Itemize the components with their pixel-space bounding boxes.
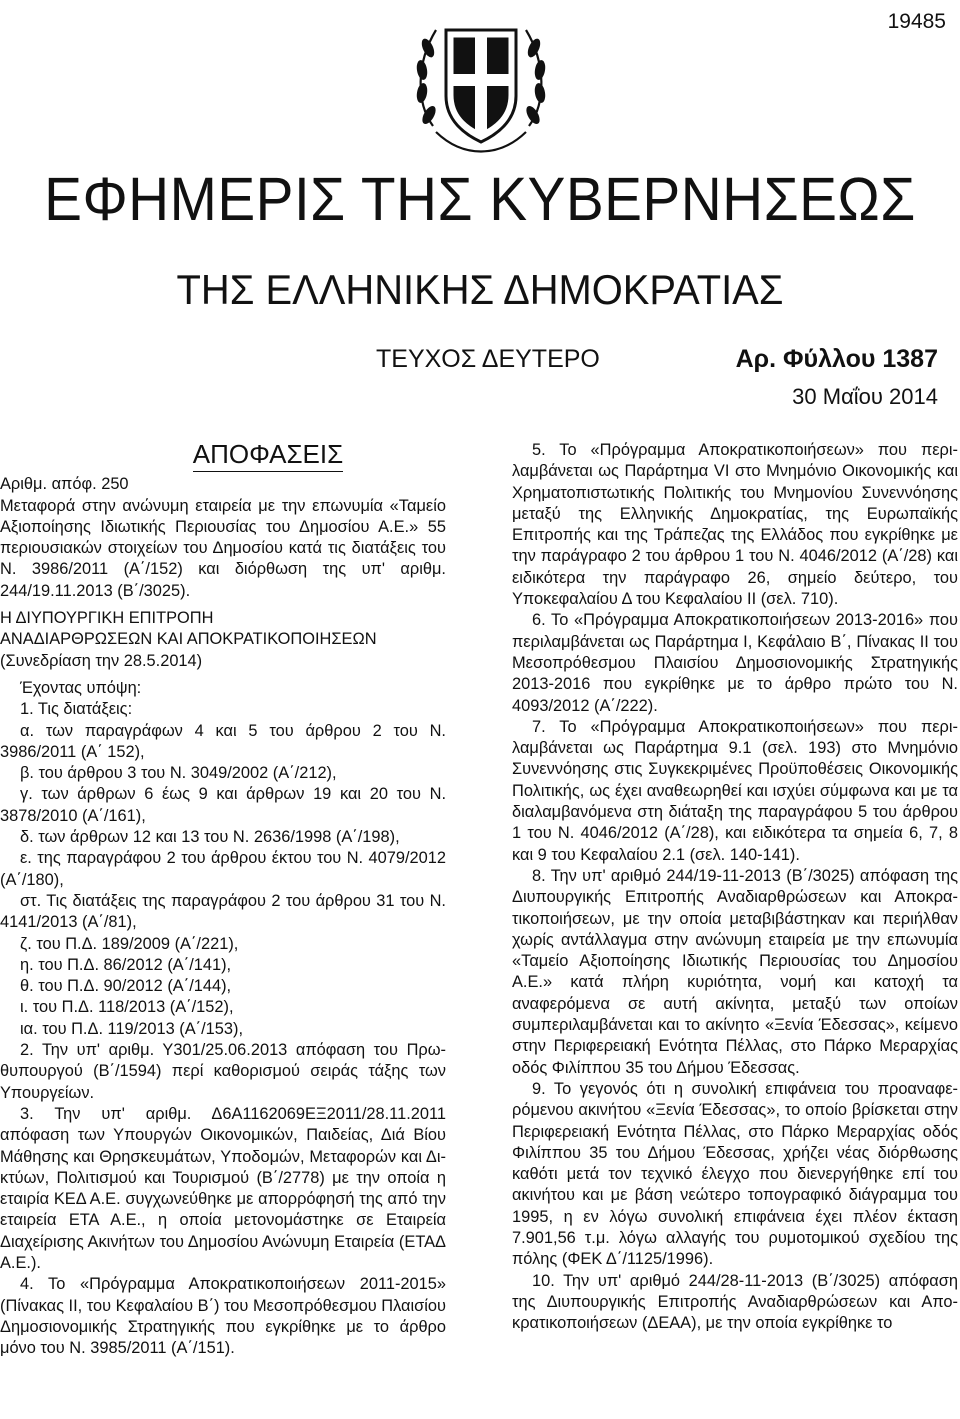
paragraph: 3. Την υπ' αριθμ. Δ6Α1162069ΕΞ2011/28.11.2011 απόφαση των Υπουργών Οικονομικών, Παιδείας, Διά Βίου Μάθησης και Θρησκευμάτων, Υποδομών, Μεταφορών και Δικτύων, Πολιτισμού και Τουρισμού (Β΄/2778) με την οποία η εταιρία ΚΕΔ Α.Ε. συγχωνεύθηκε με απορρόφησή της από την εταιρεία ΕΤΑ Α.Ε., η οποία μετονομάστηκε σε Εταιρεία Διαχείρισης Ακινήτων του Δημοσίου Ανώνυμη Εταιρεία (ΕΤΑΔ Α.Ε.).: [0, 1104, 446, 1272]
paragraph: β. του άρθρου 3 του Ν. 3049/2002 (Α΄/212),: [20, 764, 337, 783]
left-column: [0, 440, 446, 1359]
preamble: Έχοντας υπόψη:: [20, 678, 142, 697]
paragraph: 5. Το «Πρόγραμμα Αποκρατικοποιήσεων» που περιλαμβάνεται ως Παράρτημα VI στο Μνημόνιο Οικονομικής και Χρηματοπιστωτικής Πολιτικής του Μνημονίου Συνεννόησης μεταξύ της Ελληνικής Δημοκρατίας, της Ευρωπαϊκής Επιτροπής και της Τράπεζας της Ελλάδος που εγκρίθηκε με την παράγραφο 2 του άρθρου 1 του Ν. 4046/2012 (Α΄/28) και ειδικότερα την παράγραφο 26, σημείο δεύτερο, του Υποκεφαλαίου Δ του Κεφαλαίου ΙΙ (σελ. 710).: [512, 441, 958, 609]
paragraph: στ. Τις διατάξεις της παραγράφου 2 του άρθρου 31 του Ν. 4141/2013 (Α΄/81),: [0, 891, 446, 932]
paragraph: 1. Τις διατάξεις:: [20, 700, 133, 719]
paragraph: 10. Την υπ' αριθμό 244/28-11-2013 (Β΄/3025) απόφαση της Διυπουργικής Επιτροπής Αναδιαρθρώσεων και Αποκρατικοποιήσεων (ΔΕΑΑ), με την οποία εγκρίθηκε το: [512, 1271, 958, 1333]
committee-name-2: ΑΝΑΔΙΑΡΘΡΩΣΕΩΝ ΚΑΙ ΑΠΟΚΡΑΤΙΚΟΠΟΙΗΣΕΩΝ: [0, 630, 377, 649]
section-title: ΑΠΟΦΑΣΕΙΣ: [0, 444, 446, 465]
paragraph: δ. των άρθρων 12 και 13 του Ν. 2636/1998 (Α΄/198),: [20, 828, 400, 847]
paragraph: 8. Την υπ' αριθμό 244/19-11-2013 (Β΄/3025) απόφαση της Διυπουργικής Επιτροπής Αναδιαρθρώσεων και Αποκρατικοποιήσεων, με την οποία μεταβιβάστηκαν και περιήλθαν χωρίς αντάλλαγμα στην ανώνυμη εταιρεία με την επωνυμία «Ταμείο Αξιοποίησης Ιδιωτικής Περιουσίας του Δημοσίου Α.Ε.» κατά πλήρη κυριότητα, νομή και κατοχή τα αναφερόμενα σε αυτή ακίνητα, μεταξύ των οποίων συμπεριλαμβάνεται και το ακίνητο «Ξενία Έδεσσας», κείμενο στην Περιφερειακή Ενότητα Πέλλας, στο Πάρκο Μεραρχίας οδός Φιλίππου 35 του Δήμου Έδεσσας.: [512, 866, 958, 1077]
issue-date: 30 Μαΐου 2014: [792, 384, 938, 409]
decision-subject: Μεταφορά στην ανώνυμη εταιρεία με την επωνυμία «Ταμείο Αξιοποίησης Ιδιωτικής Περιουσίας του Δημοσίου Α.Ε.» 55 περιουσιακών στοιχείων του Δημοσίου κατά τις διατάξεις του Ν. 3986/2011 (Α΄/152) και διόρθωση της υπ' αριθμ. 244/19.11.2013 (Β΄/3025).: [0, 496, 446, 600]
paragraph: 6. Το «Πρόγραμμα Αποκρατικοποιήσεων 2013-2016» που περιλαμβάνεται ως Παράρτημα Ι, Κεφάλαιο Β΄, Πίνακας ΙΙ του Μεσοπρόθεσμου Πλαισίου Δημοσιονομικής Στρατηγικής 2013-2016 που εγκρίθηκε με το άρθρο πρώτο του Ν. 4093/2012 (Α΄/222).: [512, 611, 958, 715]
paragraph: 7. Το «Πρόγραμμα Αποκρατικοποιήσεων» που περιλαμβάνεται ως Παράρτημα 9.1 (σελ. 193) στο Μνημόνιο Συνεννόησης στις Συγκεκριμένες Προϋποθέσεις Οικονομικής Πολιτικής, ως έχει αναθεωρηθεί και ισχύει σύμφωνα και με τα διαλαμβανόμενα στη διάταξη της παραγράφου 5 του άρθρου 1 του Ν. 4046/2012 (Α΄/28), και ειδικότερα τα σημεία 6, 7, 8 και 9 του Κεφαλαίου 2.1 (σελ. 140-141).: [512, 717, 958, 864]
paragraph: θ. του Π.Δ. 90/2012 (Α΄/144),: [20, 977, 232, 996]
paragraph: 4. Το «Πρόγραμμα Αποκρατικοποιήσεων 2011-2015» (Πίνακας ΙΙ, του Κεφαλαίου Β΄) του Μεσοπρόθεσμου Πλαισίου Δημοσιονομικής Στρατηγικής που εγκρίθηκε με το άρθρο μόνο του Ν. 3985/2011 (Α΄/151).: [0, 1275, 447, 1358]
session-date: (Συνεδρίαση την 28.5.2014): [0, 651, 203, 670]
paragraph: ε. της παραγράφου 2 του άρθρου έκτου του Ν. 4079/2012 (Α΄/180),: [0, 849, 446, 889]
paragraph: ζ. του Π.Δ. 189/2009 (Α΄/221),: [20, 934, 239, 953]
paragraph: ι. του Π.Δ. 118/2013 (Α΄/152),: [20, 998, 234, 1017]
sheet-number: Αρ. Φύλλου 1387: [735, 345, 938, 373]
paragraph: ια. του Π.Δ. 119/2013 (Α΄/153),: [20, 1019, 244, 1038]
paragraph: γ. των άρθρων 6 έως 9 και άρθρων 19 και 20 του Ν. 3878/2010 (Α΄/161),: [0, 785, 446, 825]
paragraph: α. των παραγράφων 4 και 5 του άρθρου 2 του Ν. 3986/2011 (Α΄ 152),: [0, 721, 446, 761]
paragraph: 2. Την υπ' αριθμ. Υ301/25.06.2013 απόφαση του Πρωθυπουργού (Β΄/1594) περί καθορισμού σειράς τάξης των Υπουργείων.: [0, 1041, 446, 1102]
page-number: 19485: [887, 10, 946, 33]
greek-coat-of-arms: [408, 8, 554, 160]
issue-label: ΤΕΥΧΟΣ ΔΕΥΤΕΡΟ: [376, 345, 600, 373]
masthead-subtitle: ΤΗΣ ΕΛΛΗΝΙΚΗΣ ΔΗΜΟΚΡΑΤΙΑΣ: [176, 266, 784, 313]
paragraph: η. του Π.Δ. 86/2012 (Α΄/141),: [20, 955, 232, 974]
decision-number: Αριθμ. απόφ. 250: [0, 475, 129, 494]
masthead-title: ΕΦΗΜΕΡΙΣ ΤΗΣ ΚΥΒΕΡΝΗΣΕΩΣ: [44, 165, 916, 233]
paragraph: 9. Το γεγονός ότι η συνολική επιφάνεια του προαναφερόμενου ακινήτου «Ξενία Έδεσσας», το οποίο βρίσκεται στην Περιφερειακή Ενότητα Πέλλας, στο Πάρκο Μεραρχίας οδός Φιλίππου 35 του Δήμου Έδεσσας, χρήζει νέας διόρθωσης καθότι μετά τον τεχνικό έλεγχο που διενεργήθηκε επί του ακινήτου και με βάση νεώτερο τοπογραφικό διάγραμμα του 1995, η εν λόγω συνολική επιφάνεια έχει πλέον έκταση 7.901,56 τ.μ. λόγω αλλαγής του ρυμοτομικού σχεδίου της πόλης (ΦΕΚ Δ΄/1125/1996).: [512, 1079, 958, 1269]
right-column: [512, 440, 958, 1334]
committee-name: Η ΔΙΥΠΟΥΡΓΙΚΗ ΕΠΙΤΡΟΠΗ: [0, 609, 214, 628]
